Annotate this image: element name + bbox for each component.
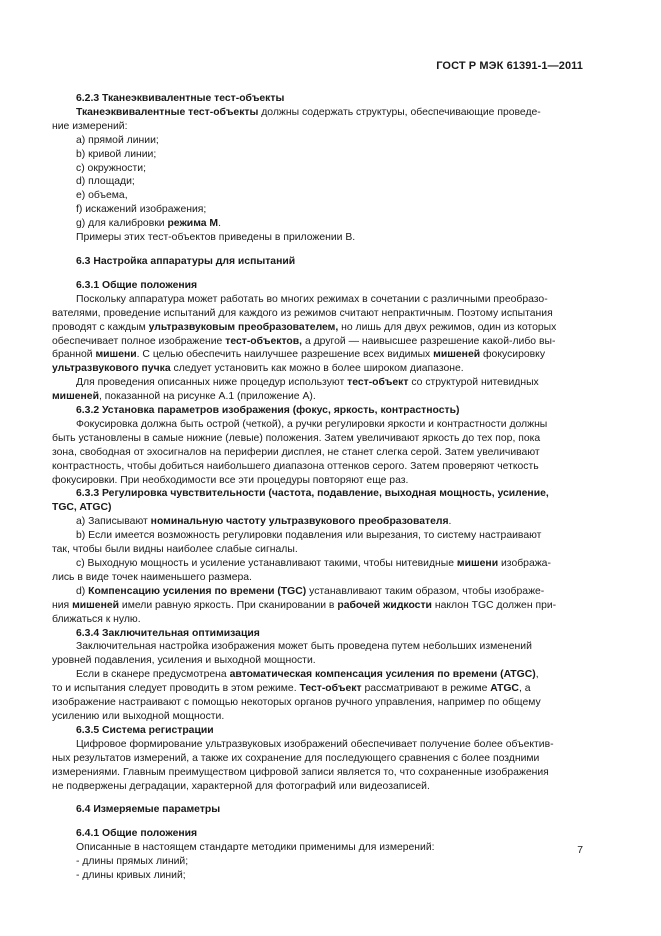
paragraph-line: усилению или выходной мощности. xyxy=(52,710,225,722)
list-item: с) окружности; xyxy=(76,162,146,174)
paragraph-line: Заключительная настройка изображения может быть проведена путем небольших изменений xyxy=(76,641,532,653)
section-heading-6-4-1: 6.4.1 Общие положения xyxy=(76,828,198,840)
paragraph-line: фокусировки. При необходимости все эти процедуры повторяют еще раз. xyxy=(52,474,409,486)
paragraph-line: вателями, проведение испытаний для каждого из режимов считают непрактичным. Поэтому испытания xyxy=(52,307,553,319)
paragraph-line: уровней подавления, усиления и выходной мощности. xyxy=(52,655,316,667)
page-number: 7 xyxy=(577,845,583,856)
bold-term: Тканеэквивалентные тест-объекты xyxy=(76,106,259,118)
paragraph: Тканеэквивалентные тест-объекты должны содержать структуры, обеспечивающие проведе- xyxy=(76,106,541,118)
paragraph-line: d) Компенсацию усиления по времени (TGC) устанавливают таким образом, чтобы изображе- xyxy=(76,585,545,597)
paragraph-line: проводят с каждым ультразвуковым преобразователем, но лишь для двух режимов, один из которых xyxy=(52,321,557,333)
paragraph-line: лись в виде точек наименьшего размера. xyxy=(52,571,252,583)
paragraph-line: Цифровое формирование ультразвуковых изображений обеспечивает получение более объектив- xyxy=(76,738,554,750)
paragraph-line: ния мишеней имели равную яркость. При сканировании в рабочей жидкости наклон TGC должен при- xyxy=(52,599,557,611)
paragraph-line: не подвержены деградации, характерной для фотографий или видеозаписей. xyxy=(52,780,430,792)
paragraph-line: ближаться к нулю. xyxy=(52,613,141,625)
section-heading-6-3: 6.3 Настройка аппаратуры для испытаний xyxy=(76,255,296,267)
paragraph-line: мишеней, показанной на рисунке А.1 (приложение А). xyxy=(52,391,316,403)
paragraph-line: быть установлены в самые нижние (левые) положения. Затем увеличивают яркость до тех пор, пока xyxy=(52,432,541,444)
list-item: g) для калибровки режима М. xyxy=(76,218,221,230)
document-body xyxy=(52,92,580,883)
paragraph-line: Поскольку аппаратура может работать во многих режимах в сочетании с различными преобразо- xyxy=(76,293,548,305)
section-heading-6-2-3: 6.2.3 Тканеэквивалентные тест-объекты xyxy=(76,93,285,104)
section-heading-6-3-5: 6.3.5 Система регистрации xyxy=(76,724,214,736)
list-item: а) прямой линии; xyxy=(76,134,159,146)
list-item: f) искажений изображения; xyxy=(76,204,207,216)
list-item: b) кривой линии; xyxy=(76,148,157,160)
paragraph-line: обеспечивает полное изображение тест-объектов, а другой — наивысшее разрешение какой-либо вы- xyxy=(52,335,556,347)
paragraph-line: Фокусировка должна быть острой (четкой), а ручки регулировки яркости и контрастности должны xyxy=(76,418,548,430)
paragraph-line: бранной мишени. С целью обеспечить наилучшее разрешение всех видимых мишеней фокусировку xyxy=(52,349,546,361)
paragraph-line: изображение настраивают с помощью некоторых органов ручного управления, например по общему xyxy=(52,697,541,709)
section-heading-6-4: 6.4 Измеряемые параметры xyxy=(76,804,221,816)
paragraph-line: ультразвукового пучка следует установить как можно в более широком диапазоне. xyxy=(52,363,464,375)
document-header: ГОСТ Р МЭК 61391-1—2011 xyxy=(436,60,583,72)
section-heading-6-3-2: 6.3.2 Установка параметров изображения (фокус, яркость, контрастность) xyxy=(76,405,460,417)
paragraph-line: b) Если имеется возможность регулировки подавления или вырезания, то систему настраивают xyxy=(76,530,542,542)
list-item: е) объема, xyxy=(76,190,128,202)
paragraph-line: Если в сканере предусмотрена автоматическая компенсация усиления по времени (ATGC), xyxy=(76,669,539,681)
paragraph-line: то и испытания следует проводить в этом режиме. Тест-объект рассматривают в режиме ATGC, а xyxy=(52,683,531,695)
list-item: - длины кривых линий; xyxy=(76,870,186,882)
paragraph: Примеры этих тест-объектов приведены в приложении В. xyxy=(76,232,356,244)
paragraph-line: измерениями. Главным преимуществом цифровой записи является то, что сохраненные изображения xyxy=(52,766,549,778)
section-heading-6-3-3-cont: TGC, ATGC) xyxy=(52,502,112,514)
paragraph-line: Для проведения описанных ниже процедур используют тест-объект со структурой нитевидных xyxy=(76,377,539,389)
section-heading-6-3-1: 6.3.1 Общие положения xyxy=(76,279,198,291)
section-heading-6-3-3: 6.3.3 Регулировка чувствительности (частота, подавление, выходная мощность, усиление, xyxy=(76,488,549,500)
paragraph-line: ние измерений: xyxy=(52,120,128,132)
list-item: - длины прямых линий; xyxy=(76,856,189,868)
paragraph-line: с) Выходную мощность и усиление устанавливают такими, чтобы нитевидные мишени изобража- xyxy=(76,558,551,569)
paragraph-line: зона, свободная от эхосигналов на периферии дисплея, не станет слегка серой. Затем увеличивают xyxy=(52,446,540,458)
paragraph-line: ных результатов измерений, а также их сохранение для последующего сравнения с более поздними xyxy=(52,752,540,764)
paragraph-line: так, чтобы были видны наиболее слабые сигналы. xyxy=(52,544,298,556)
list-item: а) Записывают номинальную частоту ультразвукового преобразователя. xyxy=(76,516,452,528)
section-heading-6-3-4: 6.3.4 Заключительная оптимизация xyxy=(76,627,260,639)
list-item: d) площади; xyxy=(76,176,135,188)
paragraph-line: контрастность, чтобы добиться наибольшего диапазона оттенков серого. Затем проверяют четкость xyxy=(52,460,539,472)
paragraph-line: Описанные в настоящем стандарте методики применимы для измерений: xyxy=(76,842,435,854)
